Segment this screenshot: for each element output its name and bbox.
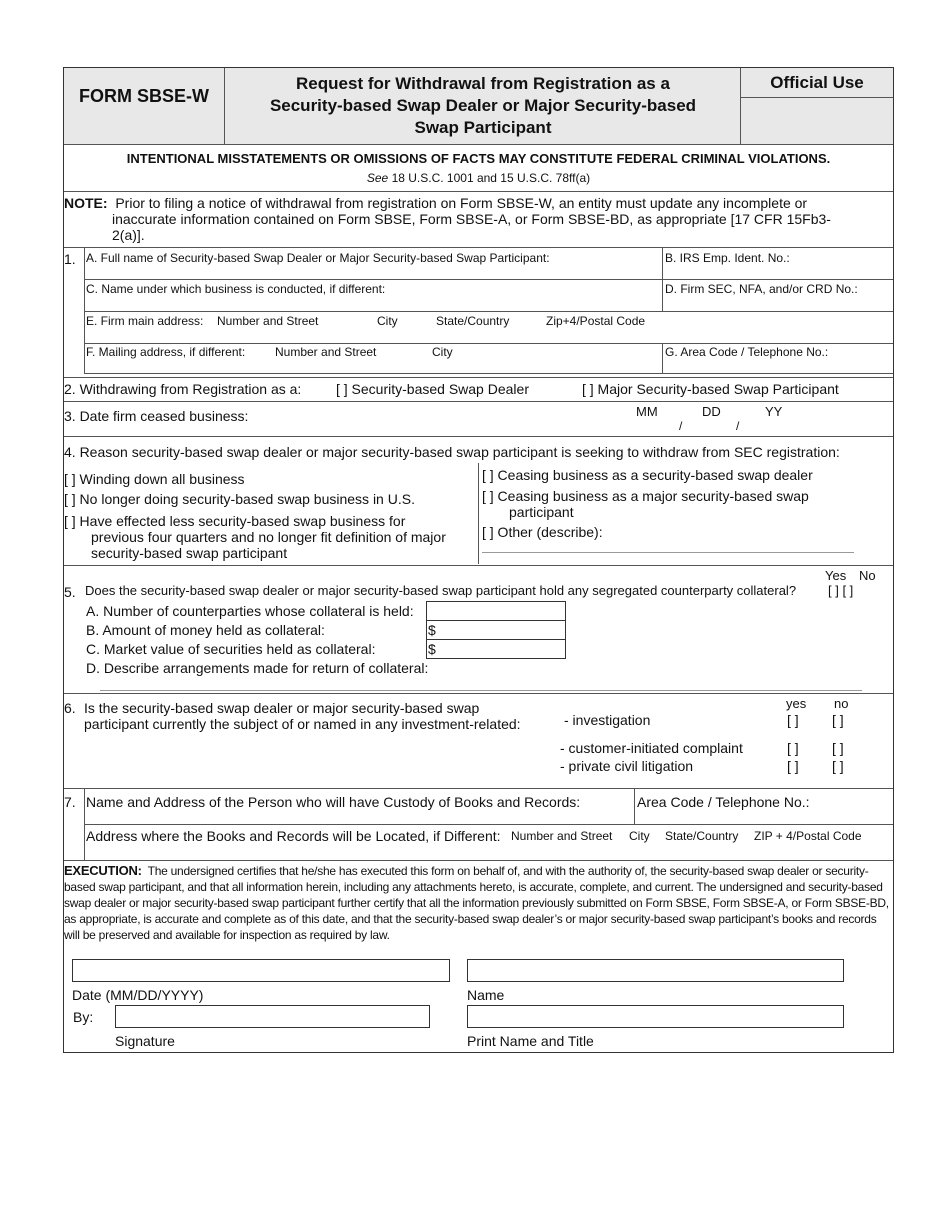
item5-yes-no-boxes[interactable]: [ ] [ ] — [828, 583, 854, 598]
item6-question-line2: participant currently the subject of or named in any investment-related: — [84, 716, 521, 732]
item4-ceasing-major[interactable] — [482, 488, 809, 520]
name-label: Name — [467, 987, 505, 1003]
item1-e-label: E. Firm main address: — [86, 314, 204, 328]
item1-a-label: A. Full name of Security-based Swap Dealer or Major Security-based Swap Participant: — [86, 251, 550, 265]
item7-address-diff-label: Address where the Books and Records will be Located, if Different: — [86, 828, 501, 844]
item4-less-business-line3: security-based swap participant — [91, 545, 288, 561]
item4-ceasing-major-line1: [ ] Ceasing business as a major security-based swap — [482, 488, 809, 504]
item4-ceasing-major-line2: participant — [509, 504, 574, 520]
item7-address-field[interactable] — [86, 844, 891, 858]
execution-statement — [64, 863, 890, 943]
execution-label: EXECUTION: — [64, 863, 142, 878]
item7-number: 7. — [64, 794, 76, 810]
note-label: NOTE: — [64, 195, 108, 211]
form-id: FORM SBSE-W — [79, 86, 209, 106]
item3-date-field[interactable] — [630, 404, 790, 434]
item1-a-field[interactable] — [86, 264, 660, 278]
item3-slash-1: / — [679, 419, 683, 433]
item5-a-label: A. Number of counterparties whose collateral is held: — [86, 603, 414, 619]
item6-question — [84, 700, 521, 732]
item1-f-city: City — [432, 345, 453, 359]
item1-f-street: Number and Street — [275, 345, 377, 359]
item2-label: 2. Withdrawing from Registration as a: — [64, 381, 302, 397]
execution-text: The undersigned certifies that he/she has executed this form on behalf of, and with the authority of, the security-based swap dealer or security-based swap participant, and that all information herein, including any attachments hereto, is accurate, complete, and current. The undersigned and security-based swap dealer or major security-based swap participant further certify that all the information previously submitted on Form SBSE, Form SBSE-A, or Form SBSE-BD, as appropriate, is accurate and complete as of this date, and that the security-based swap dealer’s or major security-based swap participant’s books and records will be preserved and available for inspection as required by law. — [64, 864, 889, 942]
note-line3: 2(a)]. — [112, 227, 145, 243]
item4-ceasing-dealer[interactable]: [ ] Ceasing business as a security-based swap dealer — [482, 467, 813, 483]
item1-e-state: State/Country — [436, 314, 510, 328]
item7-zip: ZIP + 4/Postal Code — [754, 829, 862, 843]
item6-investigation-no[interactable]: [ ] — [832, 712, 844, 728]
item5-no-header: No — [859, 568, 876, 583]
item7-street: Number and Street — [511, 829, 613, 843]
item4-less-business-line1: [ ] Have effected less security-based swap business for — [64, 513, 406, 529]
item3-mm: MM — [636, 404, 658, 419]
note — [64, 195, 854, 243]
item1-b-field[interactable] — [665, 264, 891, 278]
note-line1: Prior to filing a notice of withdrawal from registration on Form SBSE-W, an entity must update any incomplete or — [115, 195, 808, 211]
item6-investigation: - investigation — [564, 712, 651, 728]
item6-number: 6. — [64, 700, 76, 716]
form-title-line2: Security-based Swap Dealer or Major Security-based — [269, 96, 697, 115]
note-line2: inaccurate information contained on Form SBSE, Form SBSE-A, or Form SBSE-BD, as appropriate [17 CFR 15Fb3- — [112, 211, 831, 227]
item7-phone-label: Area Code / Telephone No.: — [637, 794, 810, 810]
item7-name-address-field[interactable] — [86, 810, 632, 823]
print-name-title-label: Print Name and Title — [467, 1033, 594, 1049]
item3-label: 3. Date firm ceased business: — [64, 408, 249, 424]
official-use-label: Official Use — [770, 73, 864, 92]
item1-g-field[interactable] — [665, 358, 891, 372]
item4-less-business[interactable] — [64, 513, 446, 561]
item4-less-business-line2: previous four quarters and no longer fit definition of major — [91, 529, 446, 545]
item4-other[interactable]: [ ] Other (describe): — [482, 524, 603, 540]
item5-d-line[interactable] — [100, 690, 862, 691]
item1-e-zip: Zip+4/Postal Code — [546, 314, 646, 328]
item4-no-longer-us[interactable]: [ ] No longer doing security-based swap business in U.S. — [64, 491, 415, 507]
item5-number: 5. — [64, 584, 76, 600]
date-label: Date (MM/DD/YYYY) — [72, 987, 204, 1003]
official-use-field[interactable] — [742, 98, 892, 143]
item1-e-field[interactable] — [86, 328, 891, 342]
item1-e-city: City — [377, 314, 398, 328]
item6-complaint-no[interactable]: [ ] — [832, 740, 844, 756]
name-input[interactable] — [467, 959, 844, 982]
item1-e-street: Number and Street — [217, 314, 319, 328]
item1-number: 1. — [64, 251, 76, 267]
item5-question: Does the security-based swap dealer or major security-based swap participant hold any segregated counterparty collateral? — [85, 583, 797, 598]
item5-a-field[interactable] — [426, 601, 566, 621]
item1-g-label: G. Area Code / Telephone No.: — [665, 345, 829, 359]
item1-c-label: C. Name under which business is conducted, if different: — [86, 282, 386, 296]
item6-complaint: - customer-initiated complaint — [560, 740, 743, 756]
item6-litigation-yes[interactable]: [ ] — [787, 758, 799, 774]
item2-option-swap-dealer[interactable]: [ ] Security-based Swap Dealer — [336, 381, 529, 397]
item5-c-label: C. Market value of securities held as collateral: — [86, 641, 376, 657]
form-title — [228, 73, 738, 139]
by-label: By: — [73, 1009, 94, 1025]
item5-c-dollar: $ — [428, 641, 436, 657]
item3-slash-2: / — [736, 419, 740, 433]
item3-dd: DD — [702, 404, 721, 419]
item7-phone-field[interactable] — [637, 810, 891, 823]
item5-yes-header: Yes — [825, 568, 847, 583]
item5-b-field[interactable] — [426, 620, 566, 640]
item7-state: State/Country — [665, 829, 739, 843]
item5-d-label: D. Describe arrangements made for return of collateral: — [86, 660, 429, 676]
item7-name-address-label: Name and Address of the Person who will have Custody of Books and Records: — [86, 794, 581, 810]
item6-yes-header: yes — [786, 696, 807, 711]
form-title-line1: Request for Withdrawal from Registration as a — [296, 74, 670, 93]
item7-city: City — [629, 829, 650, 843]
form-title-line3: Swap Participant — [414, 118, 552, 137]
item4-other-line[interactable] — [482, 552, 854, 553]
item6-no-header: no — [834, 696, 849, 711]
item1-d-field[interactable] — [665, 295, 891, 309]
item6-investigation-yes[interactable]: [ ] — [787, 712, 799, 728]
item2-option-major-participant[interactable]: [ ] Major Security-based Swap Participant — [582, 381, 839, 397]
signature-input[interactable] — [115, 1005, 430, 1028]
item4-winding-down[interactable]: [ ] Winding down all business — [64, 471, 245, 487]
warning-citation — [64, 171, 893, 185]
item6-litigation-no[interactable]: [ ] — [832, 758, 844, 774]
item4-label: 4. Reason security-based swap dealer or major security-based swap participant is seeking to withdraw from SEC registration: — [64, 444, 840, 460]
warning-see: See — [366, 171, 389, 185]
item5-c-field[interactable] — [426, 639, 566, 659]
date-input[interactable] — [72, 959, 450, 982]
item3-yy: YY — [765, 404, 783, 419]
item1-f-label: F. Mailing address, if different: — [86, 345, 246, 359]
item1-b-label: B. IRS Emp. Ident. No.: — [665, 251, 790, 265]
warning-citation-text: 18 U.S.C. 1001 and 15 U.S.C. 78ff(a) — [391, 171, 591, 185]
item1-f-field[interactable] — [86, 358, 660, 372]
warning-text: INTENTIONAL MISSTATEMENTS OR OMISSIONS OF FACTS MAY CONSTITUTE FEDERAL CRIMINAL VIOLATIONS. — [126, 151, 831, 166]
signature-label: Signature — [115, 1033, 175, 1049]
item6-complaint-yes[interactable]: [ ] — [787, 740, 799, 756]
item6-litigation: - private civil litigation — [560, 758, 694, 774]
print-name-title-input[interactable] — [467, 1005, 844, 1028]
item5-b-dollar: $ — [428, 622, 436, 638]
item1-d-label: D. Firm SEC, NFA, and/or CRD No.: — [665, 282, 858, 296]
item5-b-label: B. Amount of money held as collateral: — [86, 622, 325, 638]
item6-question-line1: Is the security-based swap dealer or major security-based swap — [84, 700, 480, 716]
item1-c-field[interactable] — [86, 295, 660, 309]
